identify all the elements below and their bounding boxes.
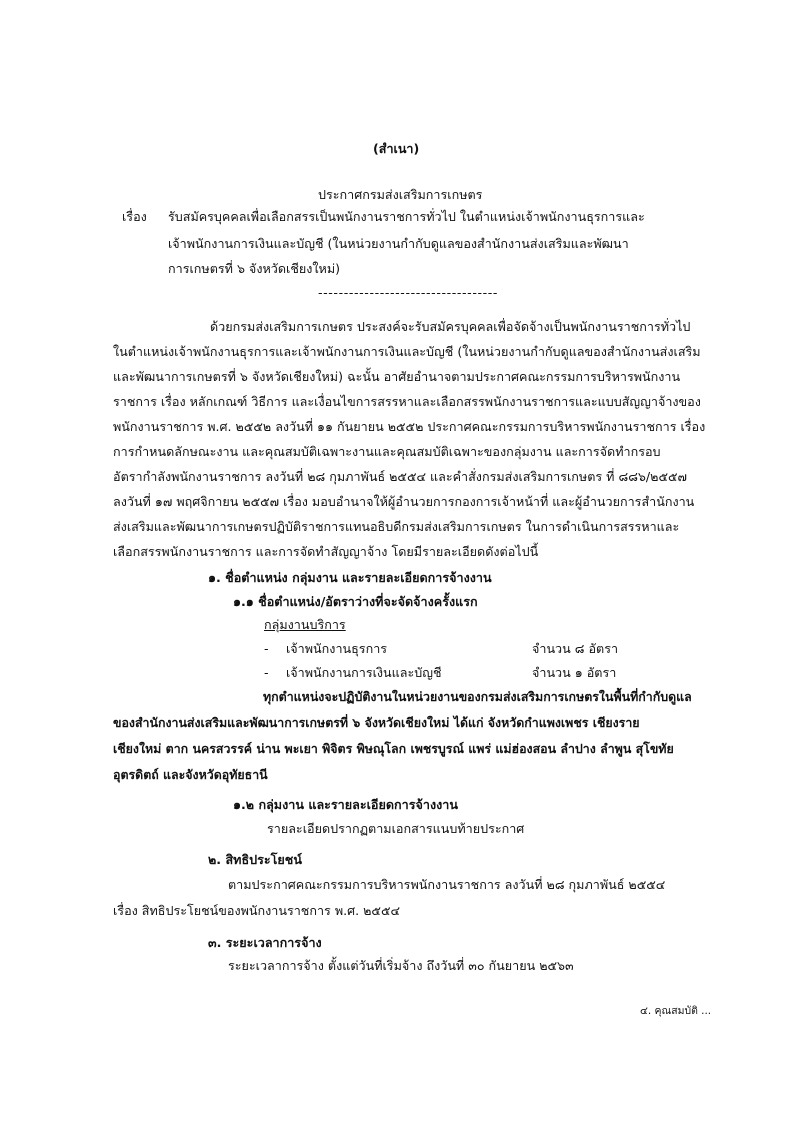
work-area-line: ทุกตำแหน่งจะปฏิบัติงานในหน่วยงานของกรมส่งเสริมการเกษตรในพื้นที่กำกับดูแล bbox=[263, 689, 692, 704]
work-area-line: อุตรดิตถ์ และจังหวัดอุทัยธานี bbox=[113, 767, 268, 782]
intro-line: พนักงานราชการ พ.ศ. ๒๕๕๒ ลงวันที่ ๑๑ กันยายน ๒๕๕๒ ประกาศคณะกรรมการบริหารพนักงานราชการ เรื่อง bbox=[113, 419, 706, 434]
section-1-2-heading: ๑.๒ กลุ่มงาน และรายละเอียดการจ้างงาน bbox=[233, 797, 458, 812]
divider: ----------------------------------- bbox=[318, 285, 499, 300]
announcer-title: ประกาศกรมส่งเสริมการเกษตร bbox=[318, 187, 483, 202]
intro-line: ในตำแหน่งเจ้าพนักงานธุรการและเจ้าพนักงานการเงินและบัญชี (ในหน่วยงานกำกับดูแลของสำนักงานส่งเสริม bbox=[113, 344, 701, 359]
service-group-label: กลุ่มงานบริการ bbox=[264, 617, 346, 632]
work-area-paragraph bbox=[113, 688, 703, 792]
intro-line: ราชการ เรื่อง หลักเกณฑ์ วิธีการ และเงื่อนไขการสรรหาและเลือกสรรพนักงานราชการและแบบสัญญาจ้างของ bbox=[113, 394, 701, 409]
position-name: เจ้าพนักงานธุรการ bbox=[286, 641, 388, 656]
intro-line: เลือกสรรพนักงานราชการ และการจัดทำสัญญาจ้าง โดยมีรายละเอียดดังต่อไปนี้ bbox=[113, 544, 539, 559]
section-3-line: ระยะเวลาการจ้าง ตั้งแต่วันที่เริ่มจ้าง ถึงวันที่ ๓๐ กันยายน ๒๕๖๓ bbox=[228, 958, 574, 973]
section-3-heading: ๓. ระยะเวลาการจ้าง bbox=[208, 935, 322, 950]
position-dash: - bbox=[264, 665, 269, 680]
position-name: เจ้าพนักงานการเงินและบัญชี bbox=[286, 665, 442, 680]
copy-label: (สำเนา) bbox=[373, 141, 420, 156]
intro-paragraph bbox=[113, 318, 706, 568]
continuation-marker: ๔. คุณสมบัติ ... bbox=[640, 1005, 712, 1017]
section-1-heading: ๑. ชื่อตำแหน่ง กลุ่มงาน และรายละเอียดการจ้างงาน bbox=[208, 570, 492, 585]
section-2-line-1: ตามประกาศคณะกรรมการบริหารพนักงานราชการ ลงวันที่ ๒๘ กุมภาพันธ์ ๒๕๕๔ bbox=[228, 877, 666, 892]
subject-label: เรื่อง bbox=[122, 209, 147, 224]
section-1-2-detail: รายละเอียดปรากฏตามเอกสารแนบท้ายประกาศ bbox=[267, 821, 525, 836]
work-area-line: ของสำนักงานส่งเสริมและพัฒนาการเกษตรที่ ๖ จังหวัดเชียงใหม่ ได้แก่ จังหวัดกำแพงเพชร เชียงราย bbox=[113, 715, 640, 730]
intro-line: และพัฒนาการเกษตรที่ ๖ จังหวัดเชียงใหม่) ฉะนั้น อาศัยอำนาจตามประกาศคณะกรรมการบริหารพนักงาน bbox=[113, 369, 681, 384]
position-dash: - bbox=[264, 641, 269, 656]
subject-line-1: รับสมัครบุคคลเพื่อเลือกสรรเป็นพนักงานราชการทั่วไป ในตำแหน่งเจ้าพนักงานธุรการและ bbox=[168, 209, 645, 224]
section-2-line-2: เรื่อง สิทธิประโยชน์ของพนักงานราชการ พ.ศ. ๒๕๕๔ bbox=[113, 903, 401, 918]
intro-line: ส่งเสริมและพัฒนาการเกษตรปฏิบัติราชการแทนอธิบดีกรมส่งเสริมการเกษตร ในการดำเนินการสรรหาและ bbox=[113, 519, 680, 534]
subject-line-3: การเกษตรที่ ๖ จังหวัดเชียงใหม่) bbox=[168, 261, 341, 276]
intro-line: อัตรากำลังพนักงานราชการ ลงวันที่ ๒๘ กุมภาพันธ์ ๒๕๕๔ และคำสั่งกรมส่งเสริมการเกษตร ที่ ๘๘๖/๒๕๕๗ bbox=[113, 469, 687, 484]
intro-line: การกำหนดลักษณะงาน และคุณสมบัติเฉพาะงานและคุณสมบัติเฉพาะของกลุ่มงาน และการจัดทำกรอบ bbox=[113, 444, 661, 459]
subject-line-2: เจ้าพนักงานการเงินและบัญชี (ในหน่วยงานกำกับดูแลของสำนักงานส่งเสริมและพัฒนา bbox=[168, 236, 629, 251]
work-area-line: เชียงใหม่ ตาก นครสวรรค์ น่าน พะเยา พิจิตร พิษณุโลก เพชรบูรณ์ แพร่ แม่ฮ่องสอน ลำปาง ลำพูน สุโขทัย bbox=[113, 741, 674, 756]
position-count: จำนวน ๘ อัตรา bbox=[532, 641, 619, 656]
intro-line: ด้วยกรมส่งเสริมการเกษตร ประสงค์จะรับสมัครบุคคลเพื่อจัดจ้างเป็นพนักงานราชการทั่วไป bbox=[210, 319, 691, 334]
section-1-1-heading: ๑.๑ ชื่อตำแหน่ง/อัตราว่างที่จะจัดจ้างครั้งแรก bbox=[233, 594, 478, 609]
section-2-heading: ๒. สิทธิประโยชน์ bbox=[208, 852, 302, 867]
position-count: จำนวน ๑ อัตรา bbox=[532, 665, 617, 680]
intro-line: ลงวันที่ ๑๗ พฤศจิกายน ๒๕๕๗ เรื่อง มอบอำนาจให้ผู้อำนวยการกองการเจ้าหน้าที่ และผู้อำนวยการสำนักงาน bbox=[113, 494, 695, 509]
